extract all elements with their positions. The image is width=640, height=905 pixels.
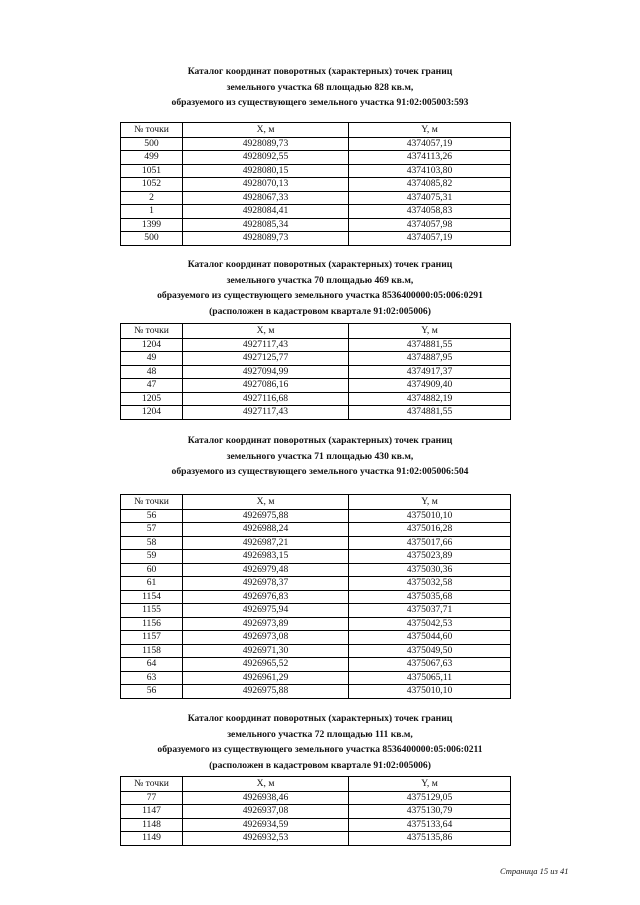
y-coordinate-cell: 4374909,40 (349, 379, 511, 393)
x-coordinate-cell: 4928084,41 (183, 205, 349, 219)
y-coordinate-cell: 4374881,55 (349, 406, 511, 420)
point-number-cell: 1154 (121, 590, 183, 604)
point-number-cell: 61 (121, 577, 183, 591)
coordinates-table (120, 122, 511, 246)
y-coordinate-cell: 4374103,80 (349, 164, 511, 178)
title-line: (расположен в кадастровом квартале 91:02:005006) (209, 305, 431, 317)
table-header-row (121, 123, 511, 138)
point-number-cell: 499 (121, 151, 183, 165)
point-number-cell: 1399 (121, 218, 183, 232)
point-number-cell: 56 (121, 685, 183, 699)
table-row (121, 406, 511, 420)
x-coordinate-cell: 4927117,43 (183, 406, 349, 420)
header-point-number: № точки (121, 495, 183, 510)
point-number-cell: 500 (121, 137, 183, 151)
table-header-row (121, 777, 511, 792)
table-row (121, 151, 511, 165)
table-row (121, 818, 511, 832)
header-y: Y, м (349, 324, 511, 339)
point-number-cell: 1051 (121, 164, 183, 178)
x-coordinate-cell: 4928080,15 (183, 164, 349, 178)
point-number-cell: 49 (121, 352, 183, 366)
table-row (121, 685, 511, 699)
point-number-cell: 1052 (121, 178, 183, 192)
header-point-number: № точки (121, 777, 183, 792)
point-number-cell: 57 (121, 523, 183, 537)
table-row (121, 631, 511, 645)
page-number: Страница 15 из 41 (500, 866, 569, 876)
y-coordinate-cell: 4375017,66 (349, 536, 511, 550)
x-coordinate-cell: 4928092,55 (183, 151, 349, 165)
y-coordinate-cell: 4375010,10 (349, 509, 511, 523)
table-row (121, 671, 511, 685)
section-title (0, 711, 640, 773)
x-coordinate-cell: 4926934,59 (183, 818, 349, 832)
table-row (121, 509, 511, 523)
x-coordinate-cell: 4926971,30 (183, 644, 349, 658)
table-row (121, 644, 511, 658)
table-header-row (121, 324, 511, 339)
point-number-cell: 1147 (121, 805, 183, 819)
y-coordinate-cell: 4374057,19 (349, 137, 511, 151)
x-coordinate-cell: 4928089,73 (183, 137, 349, 151)
table-row (121, 178, 511, 192)
point-number-cell: 1149 (121, 832, 183, 846)
point-number-cell: 60 (121, 563, 183, 577)
x-coordinate-cell: 4926976,83 (183, 590, 349, 604)
section-title (0, 64, 640, 111)
y-coordinate-cell: 4375130,79 (349, 805, 511, 819)
title-line: образуемого из существующего земельного участка 8536400000:05:006:0211 (157, 744, 483, 755)
y-coordinate-cell: 4374882,19 (349, 392, 511, 406)
x-coordinate-cell: 4926973,08 (183, 631, 349, 645)
y-coordinate-cell: 4375042,53 (349, 617, 511, 631)
title-line: Каталог координат поворотных (характерных) точек границ (187, 435, 453, 446)
y-coordinate-cell: 4375032,58 (349, 577, 511, 591)
y-coordinate-cell: 4375049,50 (349, 644, 511, 658)
coordinates-table (120, 323, 511, 420)
y-coordinate-cell: 4375044,60 (349, 631, 511, 645)
x-coordinate-cell: 4926937,08 (183, 805, 349, 819)
header-x: X, м (183, 495, 349, 510)
table-row (121, 137, 511, 151)
title-line: земельного участка 70 площадью 469 кв.м, (226, 274, 414, 286)
title-line: Каталог координат поворотных (характерных) точек границ (187, 259, 453, 270)
point-number-cell: 47 (121, 379, 183, 393)
y-coordinate-cell: 4374917,37 (349, 365, 511, 379)
y-coordinate-cell: 4374085,82 (349, 178, 511, 192)
title-line: образуемого из существующего земельного участка 91:02:005003:593 (171, 97, 469, 108)
point-number-cell: 1155 (121, 604, 183, 618)
point-number-cell: 2 (121, 191, 183, 205)
table-row (121, 550, 511, 564)
title-line: образуемого из существующего земельного участка 8536400000:05:006:0291 (157, 290, 483, 301)
x-coordinate-cell: 4926975,88 (183, 685, 349, 699)
x-coordinate-cell: 4926965,52 (183, 658, 349, 672)
x-coordinate-cell: 4927086,16 (183, 379, 349, 393)
x-coordinate-cell: 4928070,13 (183, 178, 349, 192)
header-point-number: № точки (121, 123, 183, 138)
table-row (121, 805, 511, 819)
point-number-cell: 1 (121, 205, 183, 219)
y-coordinate-cell: 4374881,55 (349, 338, 511, 352)
coordinates-table (120, 494, 511, 699)
point-number-cell: 77 (121, 791, 183, 805)
point-number-cell: 1204 (121, 406, 183, 420)
table-row (121, 232, 511, 246)
table-row (121, 604, 511, 618)
point-number-cell: 1205 (121, 392, 183, 406)
x-coordinate-cell: 4926979,48 (183, 563, 349, 577)
table-row (121, 164, 511, 178)
table-row (121, 365, 511, 379)
table-row (121, 379, 511, 393)
title-line: земельного участка 71 площадью 430 кв.м, (226, 450, 414, 462)
table-row (121, 791, 511, 805)
x-coordinate-cell: 4926932,53 (183, 832, 349, 846)
y-coordinate-cell: 4375035,68 (349, 590, 511, 604)
point-number-cell: 56 (121, 509, 183, 523)
point-number-cell: 48 (121, 365, 183, 379)
table-row (121, 617, 511, 631)
title-line: Каталог координат поворотных (характерных) точек границ (187, 66, 453, 77)
table-row (121, 392, 511, 406)
y-coordinate-cell: 4374057,98 (349, 218, 511, 232)
x-coordinate-cell: 4926938,46 (183, 791, 349, 805)
point-number-cell: 1157 (121, 631, 183, 645)
y-coordinate-cell: 4375030,36 (349, 563, 511, 577)
title-line: (расположен в кадастровом квартале 91:02:005006) (209, 759, 431, 771)
x-coordinate-cell: 4926978,37 (183, 577, 349, 591)
y-coordinate-cell: 4375129,05 (349, 791, 511, 805)
title-line: образуемого из существующего земельного участка 91:02:005006:504 (171, 466, 469, 477)
section-title (0, 257, 640, 319)
table-row (121, 218, 511, 232)
y-coordinate-cell: 4375023,89 (349, 550, 511, 564)
y-coordinate-cell: 4375065,11 (349, 671, 511, 685)
table-row (121, 523, 511, 537)
x-coordinate-cell: 4927094,99 (183, 365, 349, 379)
point-number-cell: 1156 (121, 617, 183, 631)
table-row (121, 191, 511, 205)
header-y: Y, м (349, 123, 511, 138)
table-row (121, 352, 511, 366)
y-coordinate-cell: 4374075,31 (349, 191, 511, 205)
x-coordinate-cell: 4926983,15 (183, 550, 349, 564)
title-line: Каталог координат поворотных (характерных) точек границ (187, 713, 453, 724)
header-point-number: № точки (121, 324, 183, 339)
y-coordinate-cell: 4375016,28 (349, 523, 511, 537)
point-number-cell: 58 (121, 536, 183, 550)
x-coordinate-cell: 4927117,43 (183, 338, 349, 352)
title-line: земельного участка 68 площадью 828 кв.м, (226, 81, 414, 93)
y-coordinate-cell: 4374113,26 (349, 151, 511, 165)
x-coordinate-cell: 4926975,94 (183, 604, 349, 618)
header-x: X, м (183, 777, 349, 792)
point-number-cell: 1204 (121, 338, 183, 352)
table-row (121, 658, 511, 672)
y-coordinate-cell: 4374058,83 (349, 205, 511, 219)
x-coordinate-cell: 4926973,89 (183, 617, 349, 631)
table-row (121, 338, 511, 352)
header-y: Y, м (349, 495, 511, 510)
y-coordinate-cell: 4375037,71 (349, 604, 511, 618)
x-coordinate-cell: 4928085,34 (183, 218, 349, 232)
point-number-cell: 1158 (121, 644, 183, 658)
x-coordinate-cell: 4927125,77 (183, 352, 349, 366)
x-coordinate-cell: 4927116,68 (183, 392, 349, 406)
table-row (121, 563, 511, 577)
x-coordinate-cell: 4928089,73 (183, 232, 349, 246)
y-coordinate-cell: 4375135,86 (349, 832, 511, 846)
x-coordinate-cell: 4926975,88 (183, 509, 349, 523)
header-y: Y, м (349, 777, 511, 792)
x-coordinate-cell: 4926988,24 (183, 523, 349, 537)
y-coordinate-cell: 4375133,64 (349, 818, 511, 832)
point-number-cell: 1148 (121, 818, 183, 832)
y-coordinate-cell: 4374887,95 (349, 352, 511, 366)
coordinates-table (120, 776, 511, 846)
section-title (0, 433, 640, 480)
header-x: X, м (183, 123, 349, 138)
header-x: X, м (183, 324, 349, 339)
point-number-cell: 63 (121, 671, 183, 685)
point-number-cell: 64 (121, 658, 183, 672)
table-row (121, 832, 511, 846)
y-coordinate-cell: 4375067,63 (349, 658, 511, 672)
table-header-row (121, 495, 511, 510)
x-coordinate-cell: 4926961,29 (183, 671, 349, 685)
table-row (121, 590, 511, 604)
point-number-cell: 500 (121, 232, 183, 246)
table-row (121, 536, 511, 550)
title-line: земельного участка 72 площадью 111 кв.м, (227, 728, 413, 740)
y-coordinate-cell: 4375010,10 (349, 685, 511, 699)
table-row (121, 577, 511, 591)
table-row (121, 205, 511, 219)
y-coordinate-cell: 4374057,19 (349, 232, 511, 246)
x-coordinate-cell: 4926987,21 (183, 536, 349, 550)
x-coordinate-cell: 4928067,33 (183, 191, 349, 205)
point-number-cell: 59 (121, 550, 183, 564)
